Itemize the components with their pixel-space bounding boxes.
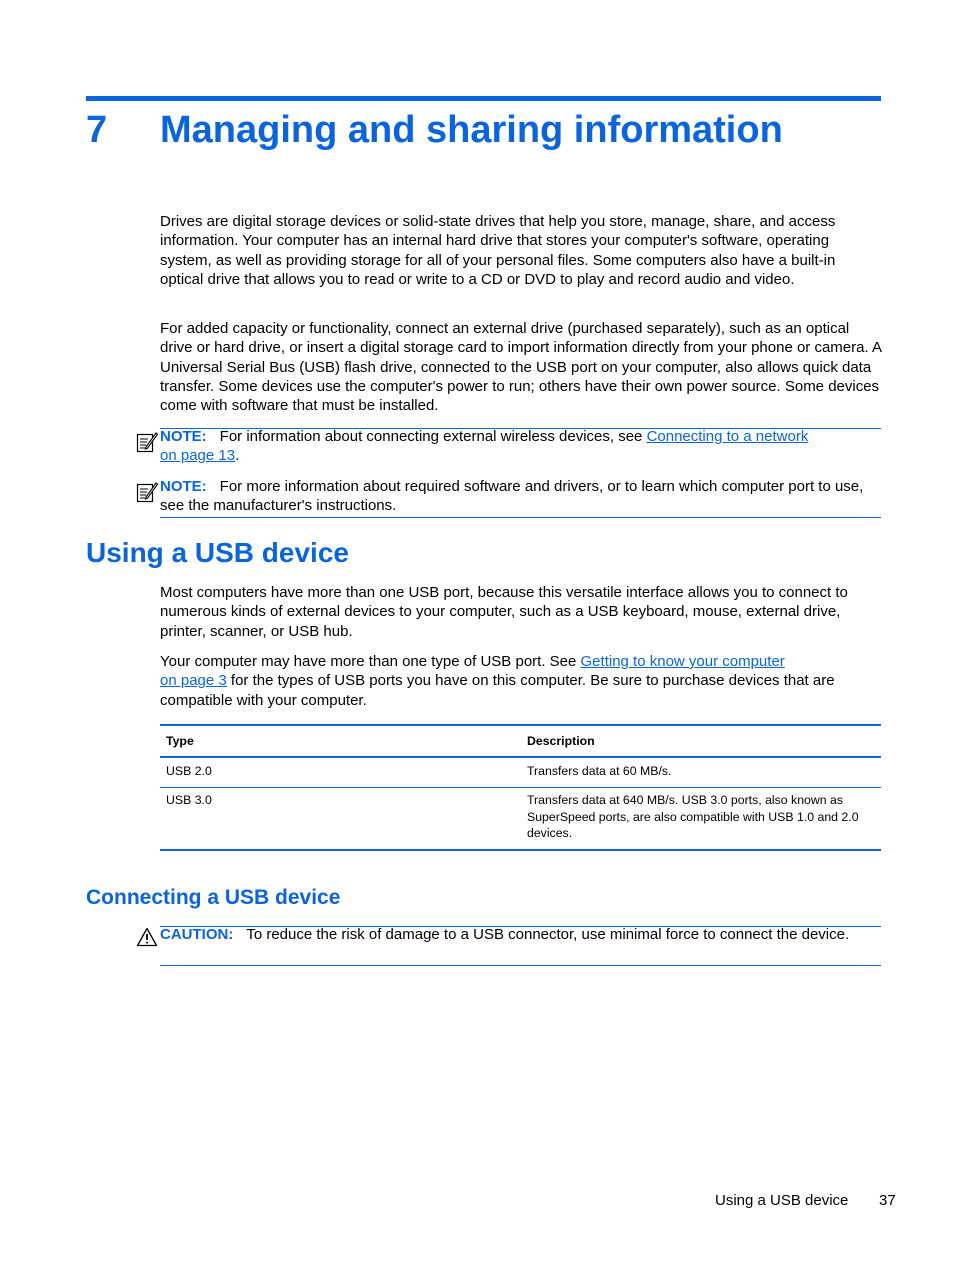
table-header-rule <box>160 756 881 758</box>
usb-p2-link-line2: on page 3 <box>160 672 227 690</box>
table-top-rule <box>160 724 881 726</box>
chapter-number: 7 <box>86 109 108 151</box>
caution-label: CAUTION: <box>160 926 234 943</box>
note1 <box>160 427 881 466</box>
table-row-rule <box>160 787 881 788</box>
table-cell-description-row2: Transfers data at 640 MB/s. USB 3.0 ports, also known as SuperSpeed ports, are also compatible with USB 1.0 and 2.0 devices. <box>527 793 859 840</box>
usb-p2-start: Your computer may have more than one type of USB port. See <box>160 653 581 670</box>
caution-bottom-rule <box>160 965 881 966</box>
usb-p2-link-line1: Getting to know your computer <box>580 653 785 670</box>
intro-paragraph-2: For added capacity or functionality, connect an external drive (purchased separately), such as an optical drive or hard drive, or insert a digital storage card to import information directly from your phone or camera. A Universal Serial Bus (USB) flash drive, connected to the USB port on your computer, also allows quick data transfer. Some devices use the computer's power to run; others have their own power source. Some devices come with software that must be installed. <box>160 320 882 415</box>
note1-label: NOTE: <box>160 428 207 445</box>
chapter-title: Managing and sharing information <box>160 109 783 151</box>
intro-paragraph-1: Drives are digital storage devices or solid-state drives that help you store, manage, share, and access information. Your computer has an internal hard drive that stores your computer's software, operating system, as well as providing storage for all of your personal files. Some computers also have a built-in optical drive that allows you to read or write to a CD or DVD to play and record audio and video. <box>160 213 836 288</box>
note1-end: . <box>235 447 240 465</box>
footer-section-title: Using a USB device <box>715 1192 849 1209</box>
usb-p2-end: for the types of USB ports you have on this computer. Be sure to purchase devices that are compatible with your computer. <box>160 672 835 709</box>
caution-icon <box>136 927 158 947</box>
note1-link-line1: Connecting to a network <box>646 428 809 445</box>
footer-page-number: 37 <box>879 1192 896 1209</box>
caution <box>160 925 881 944</box>
caution-text: To reduce the risk of damage to a USB connector, use minimal force to connect the device. <box>246 926 850 943</box>
subsection-heading: Connecting a USB device <box>86 886 341 909</box>
note1-text: For information about connecting external wireless devices, see <box>219 428 647 445</box>
note1-link-line2: on page 13 <box>160 447 236 465</box>
note2 <box>160 477 881 516</box>
chapter-rule <box>86 96 881 101</box>
note2-label: NOTE: <box>160 478 207 495</box>
note-icon <box>136 431 158 453</box>
note2-bottom-rule <box>160 517 881 518</box>
note-icon <box>136 481 158 503</box>
section-heading-usb: Using a USB device <box>86 537 349 568</box>
table-header-description: Description <box>527 734 595 748</box>
table-header-type: Type <box>166 734 194 748</box>
chapter-heading <box>86 106 783 154</box>
table-bottom-rule <box>160 849 881 851</box>
table-cell-description-row1: Transfers data at 60 MB/s. <box>527 764 672 778</box>
usb-paragraph-2 <box>160 652 882 710</box>
usb-paragraph-1: Most computers have more than one USB port, because this versatile interface allows you to connect to numerous kinds of external devices to your computer, such as a USB keyboard, mouse, external drive, printer, scanner, or USB hub. <box>160 584 848 640</box>
note2-text: For more information about required software and drivers, or to learn which computer port to use, see the manufacturer's instructions. <box>160 478 864 515</box>
table-cell-type-row2: USB 3.0 <box>166 793 212 807</box>
table-cell-type-row1: USB 2.0 <box>166 764 212 778</box>
